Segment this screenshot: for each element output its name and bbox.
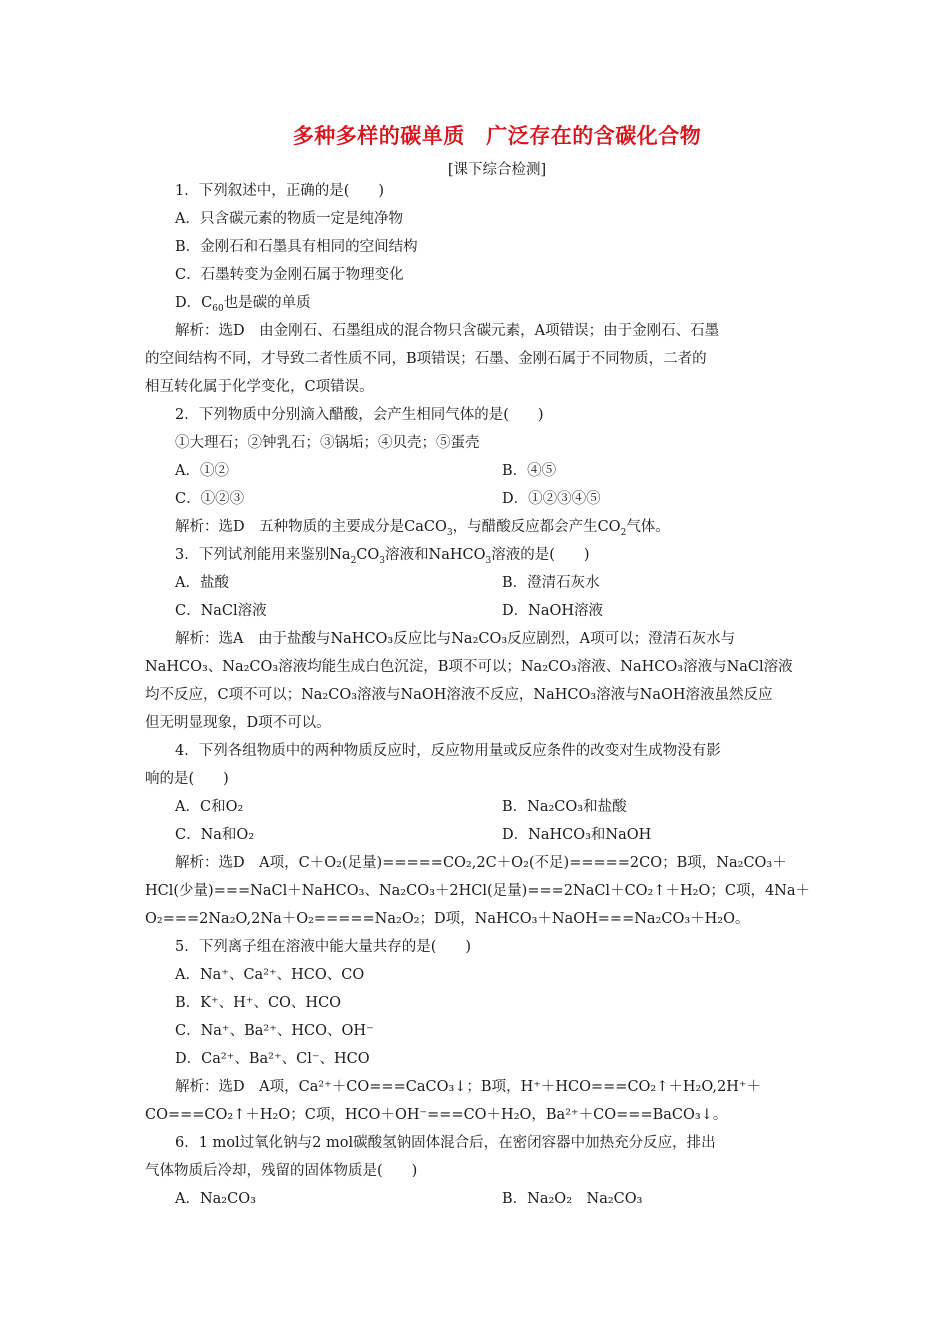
q3-option-d: D．NaOH溶液: [502, 603, 603, 619]
q2-option-c: C．①②③: [175, 491, 245, 507]
q5-option-a: A．Na⁺、Ca²⁺、HCO、CO: [175, 967, 365, 983]
q2-option-d: D．①②③④⑤: [502, 491, 601, 507]
q5-analysis-line: 解析：选D A项，Ca²⁺＋CO===CaCO₃↓；B项，H⁺＋HCO===CO₂↑＋H₂O,2H⁺＋: [175, 1079, 762, 1095]
q3-option-b: B．澄清石灰水: [502, 575, 600, 591]
q5-stem: 5．下列离子组在溶液中能大量共存的是( ): [175, 939, 472, 955]
q1-option-b: B．金刚石和石墨具有相同的空间结构: [175, 239, 418, 255]
q3-option-a: A．盐酸: [175, 575, 229, 591]
q4-option-b: B．Na₂CO₃和盐酸: [502, 799, 627, 815]
q3-analysis-line: 但无明显现象，D项不可以。: [145, 715, 331, 731]
q6-option-a: A．Na₂CO₃: [175, 1191, 256, 1207]
page-title: 多种多样的碳单质 广泛存在的含碳化合物: [292, 124, 702, 148]
q5-option-b: B．K⁺、H⁺、CO、HCO: [175, 995, 342, 1011]
q1-option-a: A．只含碳元素的物质一定是纯净物: [175, 211, 403, 227]
q1-option-d: D．$C_{60}$也是碳的单质: [175, 295, 311, 314]
q4-analysis-line: 解析：选D A项，C＋O₂(足量)=====CO₂,2C＋O₂(不足)=====2CO；B项，Na₂CO₃＋: [175, 855, 787, 871]
q5-analysis-line: CO===CO₂↑＋H₂O；C项，HCO＋OH⁻===CO＋H₂O，Ba²⁺＋CO===BaCO₃↓。: [145, 1107, 728, 1123]
q6-stem-line: 气体物质后冷却，残留的固体物质是( ): [145, 1163, 418, 1179]
q1-option-c: C．石墨转变为金刚石属于物理变化: [175, 267, 404, 283]
q2-items: ①大理石；②钟乳石；③锅垢；④贝壳；⑤蛋壳: [175, 435, 480, 451]
q4-option-a: A．C和O₂: [175, 799, 244, 815]
q4-option-c: C．Na和O₂: [175, 827, 255, 843]
q2-option-a: A．①②: [175, 463, 229, 479]
page-subtitle: [课下综合检测]: [447, 162, 547, 178]
q6-option-b: B．Na₂O₂ Na₂CO₃: [502, 1191, 643, 1207]
q1-analysis-line: 的空间结构不同，才导致二者性质不同，B项错误；石墨、金刚石属于不同物质，二者的: [145, 351, 707, 367]
q2-option-b: B．④⑤: [502, 463, 557, 479]
q3-analysis-line: NaHCO₃、Na₂CO₃溶液均能生成白色沉淀，B项不可以；Na₂CO₃溶液、NaHCO₃溶液与NaCl溶液: [145, 659, 793, 675]
q3-analysis-line: 均不反应，C项不可以；Na₂CO₃溶液与NaOH溶液不反应，NaHCO₃溶液与NaOH溶液虽然反应: [145, 687, 773, 703]
q1-stem: 1．下列叙述中，正确的是( ): [175, 183, 385, 199]
q4-stem-line: 响的是( ): [145, 771, 229, 787]
q4-option-d: D．NaHCO₃和NaOH: [502, 827, 652, 843]
q3-analysis-line: 解析：选A 由于盐酸与NaHCO₃反应比与Na₂CO₃反应剧烈，A项可以；澄清石灰水与: [175, 631, 736, 647]
q1-analysis-line: 相互转化属于化学变化，C项错误。: [145, 379, 374, 395]
q4-analysis-line: O₂===2Na₂O,2Na＋O₂=====Na₂O₂；D项，NaHCO₃＋NaOH===Na₂CO₃＋H₂O。: [145, 911, 750, 927]
q2-stem: 2．下列物质中分别滴入醋酸，会产生相同气体的是( ): [175, 407, 544, 423]
q1-analysis-line: 解析：选D 由金刚石、石墨组成的混合物只含碳元素，A项错误；由于金刚石、石墨: [175, 323, 720, 339]
q2-analysis: 解析：选D 五种物质的主要成分是CaCO$_3$，与醋酸反应都会产生$CO_2$气体。: [175, 519, 670, 538]
q3-option-c: C．NaCl溶液: [175, 603, 267, 619]
q4-analysis-line: HCl(少量)===NaCl＋NaHCO₃、Na₂CO₃＋2HCl(足量)===2NaCl＋CO₂↑＋H₂O；C项，4Na＋: [145, 883, 811, 899]
q3-stem: 3．下列试剂能用来鉴别$Na_2CO_3$溶液和NaHCO$_3$溶液的是( ): [175, 547, 590, 566]
q6-stem-line: 6．1 mol过氧化钠与2 mol碳酸氢钠固体混合后，在密闭容器中加热充分反应，排出: [175, 1135, 716, 1151]
q5-option-c: C．Na⁺、Ba²⁺、HCO、OH⁻: [175, 1023, 374, 1039]
q4-stem-line: 4．下列各组物质中的两种物质反应时，反应物用量或反应条件的改变对生成物没有影: [175, 743, 721, 759]
q5-option-d: D．Ca²⁺、Ba²⁺、Cl⁻、HCO: [175, 1051, 370, 1067]
